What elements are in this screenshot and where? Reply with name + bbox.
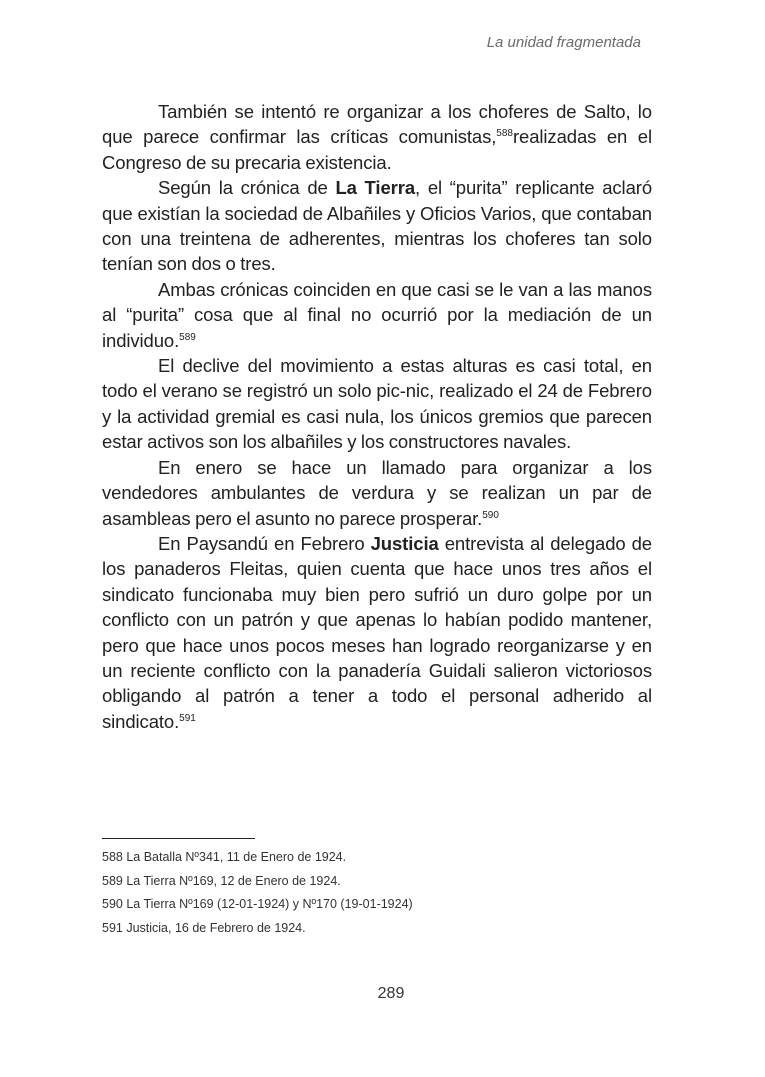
running-header: La unidad fragmentada [486,34,641,51]
paragraph-declive [102,353,652,455]
paragraph-text: , el “purita” replicante aclaró que existían la sociedad de Albañiles y Oficios Varios, que contaban con una treintena de adherentes, mientras los choferes tan solo tenían son dos o tres. [102,177,653,275]
paragraph-paysandu [102,531,652,734]
footnote-ref-588: 588 [496,128,513,140]
periodical-name-la-tierra: La Tierra [335,177,416,199]
paragraph-text: entrevista al delegado de los panaderos Fleitas, quien cuenta que hace unos tres años el sindicato funcionaba muy bien pero sufrió un duro golpe por un conflicto con un patrón y que apenas lo habían podido mantener, pero que hace unos pocos meses han logrado reorganizarse y en un reciente conflicto con la panadería Guidali salieron victoriosos obligando al patrón a tener a todo el personal adherido al sindicato. [102,532,653,732]
paragraph-text: El declive del movimiento a estas alturas es casi total, en todo el verano se registró un solo pic-nic, realizado el 24 de Febrero y la actividad gremial es casi nula, los únicos gremios que parecen estar activos son los albañiles y los constructores navales. [102,355,652,453]
footnote-589: 589 La Tierra Nº169, 12 de Enero de 1924. [102,873,341,888]
paragraph-ambas-cronicas [102,277,652,353]
footnote-ref-589: 589 [179,331,196,343]
paragraph-text: También se intentó re organizar a los choferes de Salto, lo que parece confirmar las críticas comunistas, [102,101,652,148]
footnote-ref-590: 590 [482,509,499,521]
footnotes [102,846,662,940]
periodical-name-justicia: Justicia [370,532,439,554]
paragraph-text: En enero se hace un llamado para organizar a los vendedores ambulantes de verdura y se realizan un par de asambleas pero el asunto no parece prosperar. [102,456,652,529]
footnote-ref-591: 591 [179,712,196,724]
paragraph-salto-choferes [102,99,652,175]
footnote-separator [102,838,255,839]
paragraph-text: Según la crónica de [158,177,336,199]
page-number: 289 [377,985,405,1002]
footnote-590: 590 La Tierra Nº169 (12-01-1924) y Nº170 (19-01-1924) [102,897,413,911]
paragraph-text: Ambas crónicas coinciden en que casi se le van a las manos al “purita” cosa que al final no ocurrió por la mediación de un individuo. [102,278,652,351]
paragraph-text: realizadas en el Congreso de su precaria existencia. [102,126,652,173]
footnote-588: 588 La Batalla Nº341, 11 de Enero de 1924. [102,850,347,864]
paragraph-text: En Paysandú en Febrero [158,532,371,554]
footnote-591: 591 Justicia, 16 de Febrero de 1924. [102,920,306,935]
paragraph-la-tierra-cronica [102,175,652,277]
body-text [102,99,652,734]
paragraph-vendedores [102,455,652,531]
